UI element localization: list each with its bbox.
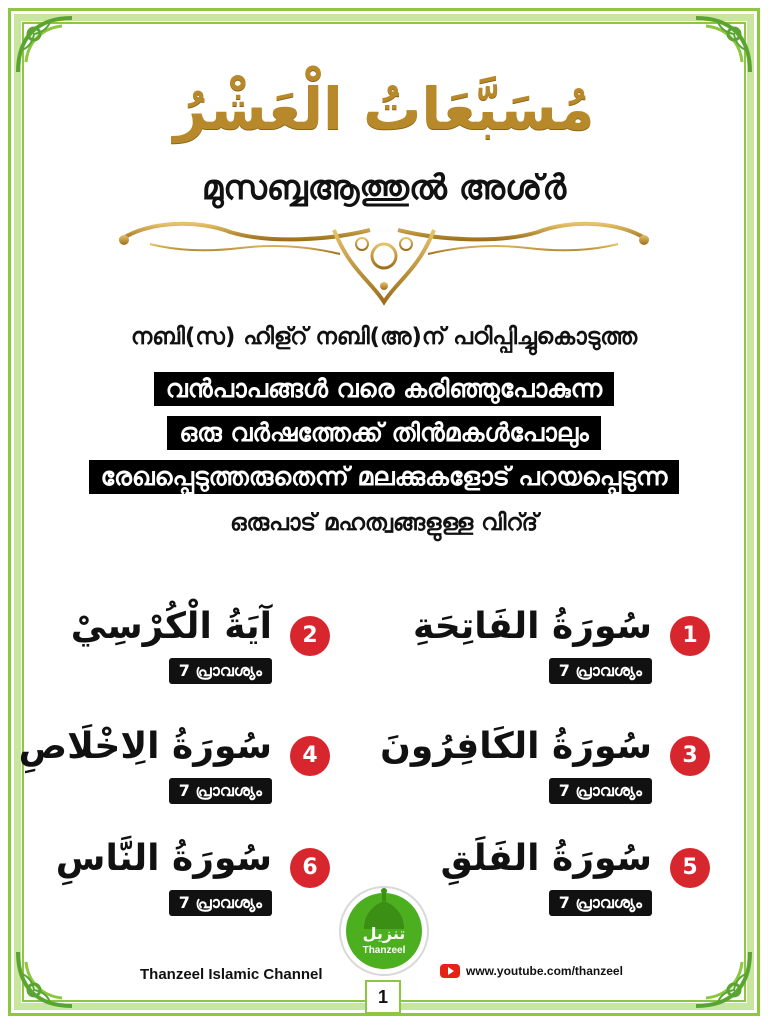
intro-banner-2: വൻപാപങ്ങൾ വരെ കരിഞ്ഞുപോകുന്ന [154,372,614,406]
surah-name: سُورَةُ الِاخْلَاصِ [18,726,272,767]
corner-ornament-icon [686,942,756,1012]
title-arabic: مُسَبَّعَاتُ الْعَشْرُ [173,75,595,143]
corner-ornament-icon [12,942,82,1012]
recitation-item-2 [0,606,330,696]
intro-line-1 [0,324,768,350]
item-number-badge: 1 [670,616,710,656]
intro-banner-4: രേഖപ്പെടുത്തരുതെന്ന് മലക്കുകളോട് പറയപ്പെടുന്ന [89,460,680,494]
repeat-count-badge: 7 പ്രാവശ്യം [169,778,272,804]
surah-name: سُورَةُ الفَلَقِ [440,838,652,879]
intro-line-4 [0,460,768,494]
thanzeel-logo-icon [338,885,430,977]
youtube-url: www.youtube.com/thanzeel [466,964,623,978]
surah-name: آيَةُ الْكُرْسِيْ [70,606,272,647]
intro-line-5 [0,510,768,536]
surah-name: سُورَةُ الكَافِرُونَ [380,726,652,767]
repeat-count-badge: 7 പ്രാവശ്യം [549,658,652,684]
surah-name: سُورَةُ النَّاسِ [55,838,272,879]
item-number-badge: 2 [290,616,330,656]
item-number-badge: 5 [670,848,710,888]
item-number-badge: 4 [290,736,330,776]
repeat-count-badge: 7 പ്രാവശ്യം [169,658,272,684]
repeat-count-badge: 7 പ്രാവശ്യം [549,778,652,804]
recitation-item-1 [380,606,710,696]
intro-line-3 [0,416,768,450]
recitation-item-6 [0,838,330,928]
recitation-item-3 [380,726,710,816]
intro-banner-3: ഒരു വർഷത്തേക്ക് തിൻമകൾപോലും [167,416,600,450]
channel-name: Thanzeel Islamic Channel [140,966,323,983]
gold-ornament-icon [110,210,658,310]
page-number: 1 [365,980,401,1014]
repeat-count-badge: 7 പ്രാവശ്യം [169,890,272,916]
recitation-item-4 [0,726,330,816]
youtube-icon [440,964,460,978]
item-number-badge: 6 [290,848,330,888]
title-malayalam: മുസബ്ബആത്തുൽ അശ്ർ [201,168,567,208]
item-number-badge: 3 [670,736,710,776]
surah-name: سُورَةُ الفَاتِحَةِ [412,606,652,647]
corner-ornament-icon [12,12,82,82]
intro-line-2 [0,372,768,406]
youtube-link[interactable] [440,964,623,978]
corner-ornament-icon [686,12,756,82]
intro-text-1: നബി(സ) ഹിള്റ് നബി(അ)ന് പഠിപ്പിച്ചുകൊടുത്ത [130,324,638,350]
repeat-count-badge: 7 പ്രാവശ്യം [549,890,652,916]
logo-latin-text: Thanzeel [362,945,406,956]
logo-arabic-text: تنزيل [362,924,406,943]
intro-text-5: ഒരുപാട് മഹത്വങ്ങളുള്ള വിറ്ദ് [230,510,538,536]
